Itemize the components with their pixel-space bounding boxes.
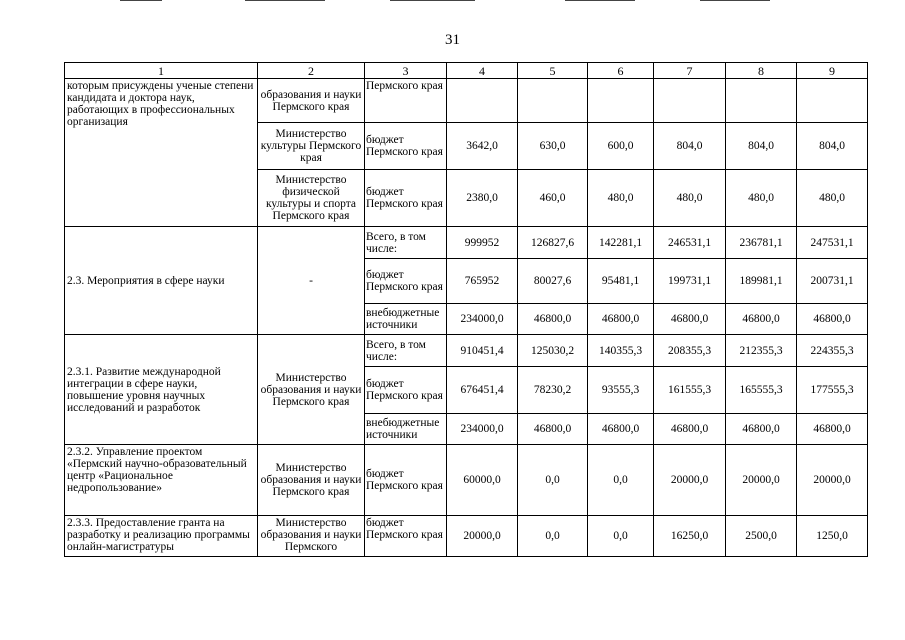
value-cell: 804,0 — [654, 123, 726, 170]
executor-cell: Министерство культуры Пермского края — [258, 123, 365, 170]
funding-source-cell: бюджет Пермского края — [365, 259, 447, 304]
value-cell: 234000,0 — [447, 304, 518, 335]
value-cell: 199731,1 — [654, 259, 726, 304]
table-row — [65, 227, 868, 259]
column-header: 3 — [365, 63, 447, 79]
value-cell: 804,0 — [797, 123, 868, 170]
executor-cell: Министерство физической культуры и спорта Пермского края — [258, 170, 365, 227]
value-cell: 46800,0 — [518, 304, 588, 335]
value-cell: 20000,0 — [447, 516, 518, 557]
executor-cell: Министерство образования и науки Пермского края — [258, 335, 365, 445]
value-cell — [447, 79, 518, 123]
funding-source-cell: Пермского края — [365, 79, 447, 123]
value-cell — [797, 79, 868, 123]
value-cell: 189981,1 — [726, 259, 797, 304]
column-header: 9 — [797, 63, 868, 79]
funding-source-cell: бюджет Пермского края — [365, 367, 447, 414]
value-cell: 480,0 — [654, 170, 726, 227]
funding-source-cell: внебюджетные источники — [365, 414, 447, 445]
value-cell: 46800,0 — [518, 414, 588, 445]
value-cell: 161555,3 — [654, 367, 726, 414]
value-cell: 46800,0 — [588, 304, 654, 335]
value-cell: 80027,6 — [518, 259, 588, 304]
funding-source-cell: Всего, в том числе: — [365, 335, 447, 367]
value-cell: 200731,1 — [797, 259, 868, 304]
column-header: 8 — [726, 63, 797, 79]
value-cell: 177555,3 — [797, 367, 868, 414]
value-cell: 16250,0 — [654, 516, 726, 557]
value-cell: 765952 — [447, 259, 518, 304]
column-header: 7 — [654, 63, 726, 79]
value-cell: 480,0 — [726, 170, 797, 227]
table-row — [65, 516, 868, 557]
value-cell: 234000,0 — [447, 414, 518, 445]
value-cell — [588, 79, 654, 123]
funding-source-cell: бюджет Пермского края — [365, 170, 447, 227]
value-cell: 126827,6 — [518, 227, 588, 259]
value-cell: 46800,0 — [797, 304, 868, 335]
executor-cell: - — [258, 227, 365, 335]
value-cell: 0,0 — [518, 516, 588, 557]
value-cell: 0,0 — [588, 516, 654, 557]
column-header: 4 — [447, 63, 518, 79]
executor-cell: Министерство образования и науки Пермского края — [258, 445, 365, 516]
activity-name-cell: которым присуждены ученые степени кандидата и доктора наук, работающих в профессиональных организация — [65, 79, 258, 227]
column-header: 6 — [588, 63, 654, 79]
value-cell: 999952 — [447, 227, 518, 259]
table-row — [65, 335, 868, 367]
value-cell: 20000,0 — [726, 445, 797, 516]
value-cell: 95481,1 — [588, 259, 654, 304]
column-header: 5 — [518, 63, 588, 79]
value-cell: 0,0 — [518, 445, 588, 516]
header-row — [65, 63, 868, 79]
value-cell: 46800,0 — [588, 414, 654, 445]
value-cell: 208355,3 — [654, 335, 726, 367]
value-cell: 2380,0 — [447, 170, 518, 227]
activity-name-cell: 2.3.3. Предоставление гранта на разработку и реализацию программы онлайн-магистратуры — [65, 516, 258, 557]
value-cell: 2500,0 — [726, 516, 797, 557]
funding-source-cell: Всего, в том числе: — [365, 227, 447, 259]
value-cell: 247531,1 — [797, 227, 868, 259]
value-cell: 78230,2 — [518, 367, 588, 414]
value-cell: 20000,0 — [654, 445, 726, 516]
value-cell: 600,0 — [588, 123, 654, 170]
value-cell: 46800,0 — [654, 304, 726, 335]
executor-cell: Министерство образования и науки Пермского — [258, 516, 365, 557]
value-cell: 46800,0 — [726, 304, 797, 335]
value-cell: 3642,0 — [447, 123, 518, 170]
activity-name-cell: 2.3.1. Развитие международной интеграции в сфере науки, повышение уровня научных исследований и разработок — [65, 335, 258, 445]
value-cell: 676451,4 — [447, 367, 518, 414]
value-cell: 125030,2 — [518, 335, 588, 367]
funding-source-cell: бюджет Пермского края — [365, 516, 447, 557]
table-row — [65, 445, 868, 516]
value-cell: 140355,3 — [588, 335, 654, 367]
value-cell: 212355,3 — [726, 335, 797, 367]
value-cell: 480,0 — [588, 170, 654, 227]
budget-table — [64, 62, 868, 557]
page-number: 31 — [445, 32, 460, 48]
value-cell: 630,0 — [518, 123, 588, 170]
activity-name-cell: 2.3. Мероприятия в сфере науки — [65, 227, 258, 335]
value-cell — [518, 79, 588, 123]
value-cell: 460,0 — [518, 170, 588, 227]
value-cell: 236781,1 — [726, 227, 797, 259]
value-cell: 46800,0 — [726, 414, 797, 445]
funding-source-cell: внебюджетные источники — [365, 304, 447, 335]
executor-cell: образования и науки Пермского края — [258, 79, 365, 123]
value-cell: 1250,0 — [797, 516, 868, 557]
activity-name-cell: 2.3.2. Управление проектом «Пермский научно-образовательный центр «Рациональное недропользование» — [65, 445, 258, 516]
value-cell: 804,0 — [726, 123, 797, 170]
value-cell — [726, 79, 797, 123]
top-rule-fragments — [0, 0, 905, 4]
value-cell: 93555,3 — [588, 367, 654, 414]
value-cell: 0,0 — [588, 445, 654, 516]
value-cell: 246531,1 — [654, 227, 726, 259]
funding-source-cell: бюджет Пермского края — [365, 445, 447, 516]
value-cell: 60000,0 — [447, 445, 518, 516]
value-cell: 46800,0 — [797, 414, 868, 445]
column-header: 2 — [258, 63, 365, 79]
value-cell: 20000,0 — [797, 445, 868, 516]
value-cell — [654, 79, 726, 123]
column-header: 1 — [65, 63, 258, 79]
value-cell: 480,0 — [797, 170, 868, 227]
funding-source-cell: бюджет Пермского края — [365, 123, 447, 170]
value-cell: 224355,3 — [797, 335, 868, 367]
value-cell: 142281,1 — [588, 227, 654, 259]
value-cell: 46800,0 — [654, 414, 726, 445]
value-cell: 910451,4 — [447, 335, 518, 367]
value-cell: 165555,3 — [726, 367, 797, 414]
table-row — [65, 79, 868, 123]
